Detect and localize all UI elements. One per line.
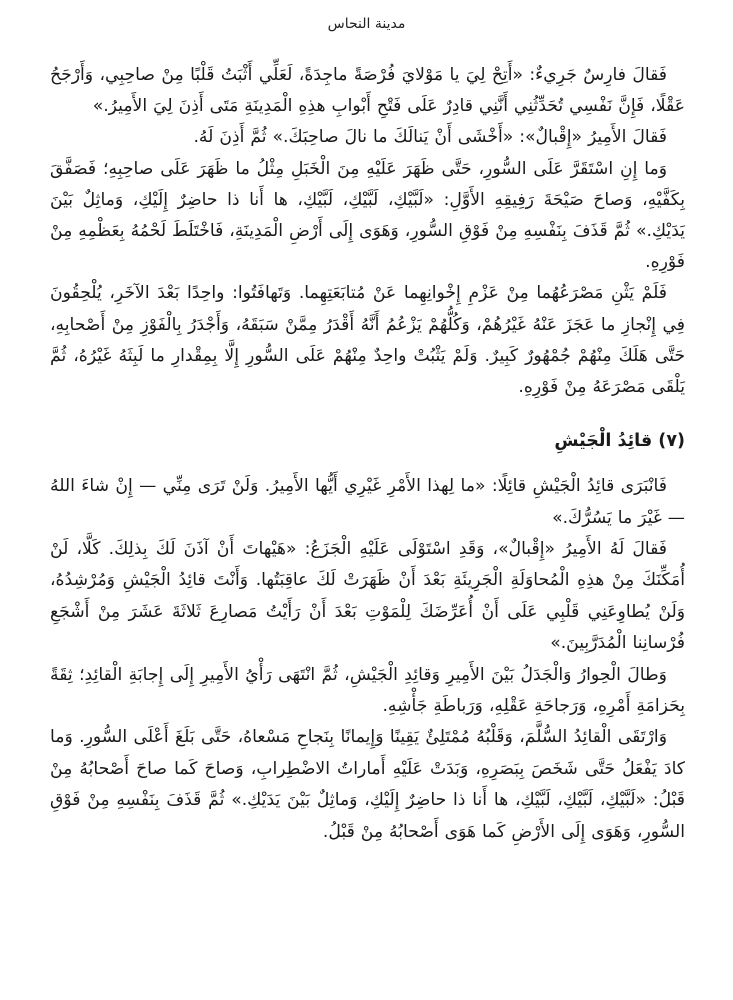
section-heading: (٧) قائِدُ الْجَيْشِ (554, 431, 685, 452)
paragraph: فَقالَ الأَمِيرُ «إِقْبالٌ»: «أَخْشَى أَنْ يَنالَكَ ما نالَ صاحِبَكَ.» ثُمَّ أَذِنَ لَهُ. (193, 127, 667, 148)
paragraph: فَلَمْ يَثْنِ مَصْرَعُهُما مِنْ عَزْمِ إِخْوانِهِما عَنْ مُتابَعَتِهِما. وَتَهافَتُوا: واحِدًا بَعْدَ الآخَرِ، يُلْحِقُونَ فِي إِنْجازِ ما عَجَزَ عَنْهُ غَيْرُهُمْ، وَكُلُّهُمْ يَزْعُمُ أَنَّهُ أَقْدَرُ مِمَّنْ سَبَقَهُ، وَأَجْدَرُ بِالْفَوْزِ مِنْ أَصْحابِهِ، حَتَّى هَلَكَ مِنْهُمْ جُمْهُورٌ كَبِيرٌ. وَلَمْ يَثْبُتْ واحِدٌ مِنْهُمْ عَلَى السُّورِ إِلَّا بِمِقْدارِ ما لَبِثَهُ غَيْرُهُ، ثُمَّ يَلْقَى مَصْرَعَهُ مِنْ فَوْرِهِ. (50, 283, 685, 398)
paragraph: وَارْتَقَى الْقائِدُ السُّلَّمَ، وَقَلْبُهُ مُمْتَلِئٌ يَقِينًا وَإِيمانًا بِنَجاحِ مَسْعاهُ، حَتَّى بَلَغَ أَعْلَى السُّورِ. وَما كادَ يَفْعَلُ حَتَّى شَخَصَ بِبَصَرِهِ، وَبَدَتْ عَلَيْهِ أَماراتُ الاضْطِرابِ، وَصاحَ كَما صاحَ أَصْحابُهُ مِنْ قَبْلُ: «لَبَّيْكِ، لَبَّيْكِ، لَبَّيْكِ، ها أَنا ذا حاضِرٌ إِلَيْكِ، وَماثِلٌ بَيْنَ يَدَيْكِ.» ثُمَّ قَذَفَ بِنَفْسِهِ مِنْ فَوْقِ السُّورِ، وَهَوَى إِلَى الأَرْضِ كَما هَوَى أَصْحابُهُ مِنْ قَبْلُ. (50, 727, 685, 842)
paragraph: وَطالَ الْحِوارُ وَالْجَدَلُ بَيْنَ الأَمِيرِ وَقائِدِ الْجَيْشِ، ثُمَّ انْتَهَى رَأْيُ الأَمِيرِ إِلَى إِجابَةِ الْقائِدِ؛ ثِقَةً بِحَزامَةِ أَمْرِهِ، وَرَجاحَةِ عَقْلِهِ، وَرَباطَةِ جَأْشِهِ. (50, 664, 685, 717)
section-two (50, 471, 685, 848)
running-header: مدينة النحاس (327, 16, 406, 32)
paragraph: فَانْبَرَى قائِدُ الْجَيْشِ قائِلًا: «ما لِهذا الأَمْرِ غَيْرِي أَيُّها الأَمِيرُ. وَلَنْ تَرَى مِنِّي — إِنْ شاءَ اللهُ — غَيْرَ ما يَسُرُّكَ.» (50, 476, 685, 528)
page-body (50, 60, 685, 848)
section-one (50, 60, 685, 403)
paragraph: وَما إِنِ اسْتَقَرَّ عَلَى السُّورِ، حَتَّى ظَهَرَ عَلَيْهِ مِنَ الْخَبَلِ مِثْلُ ما ظَهَرَ عَلَى صاحِبِهِ؛ فَصَفَّقَ بِكَفَّيْهِ، وَصاحَ صَيْحَةَ رَفِيقِهِ الأَوَّلِ: «لَبَّيْكِ، لَبَّيْكِ، لَبَّيْكِ، ها أَنا ذا حاضِرٌ إِلَيْكِ، وَماثِلٌ بَيْنَ يَدَيْكِ.» ثُمَّ قَذَفَ بِنَفْسِهِ مِنْ فَوْقِ السُّورِ، وَهَوَى إِلَى أَرْضِ الْمَدِينَةِ، فَاخْتَلَطَ لَحْمُهُ بِعَظْمِهِ مِنْ فَوْرِهِ. (50, 158, 685, 273)
paragraph: فَقالَ لَهُ الأَمِيرُ «إِقْبالٌ»، وَقَدِ اسْتَوْلَى عَلَيْهِ الْجَزَعُ: «هَيْهاتَ أَنْ آذَنَ لَكَ بِذلِكَ. كَلَّا، لَنْ أُمَكِّنَكَ مِنْ هذِهِ الْمُحاوَلَةِ الْجَرِيئَةِ بَعْدَ أَنْ ظَهَرَتْ لَكَ عاقِبَتُها. وَأَنْتَ قائِدُ الْجَيْشِ وَمُرْشِدُهُ، وَلَنْ يُطاوِعَنِي قَلْبِي عَلَى أَنْ أُعَرِّضَكَ لِلْمَوْتِ بَعْدَ أَنْ رَأَيْتُ مَصارِعَ ثَلاثَةَ عَشَرَ مِنْ أَشْجَعِ فُرْسانِنا الْمُدَرَّبِينَ.» (50, 539, 685, 654)
paragraph: فَقالَ فارِسٌ جَرِيءٌ: «أَتِحْ لِيَ يا مَوْلايَ فُرْصَةً ماجِدَةً، لَعَلِّي أَثْبَتُ قَلْبًا مِنْ صاحِبِي، وَأَرْجَحُ عَقْلًا، فَإِنَّ نَفْسِي تُحَدِّثُنِي أَنَّنِي قادِرٌ عَلَى فَتْحِ أَبْوابِ هذِهِ الْمَدِينَةِ مَتَى أَذِنَ لِيَ الأَمِيرُ.» (50, 65, 685, 117)
